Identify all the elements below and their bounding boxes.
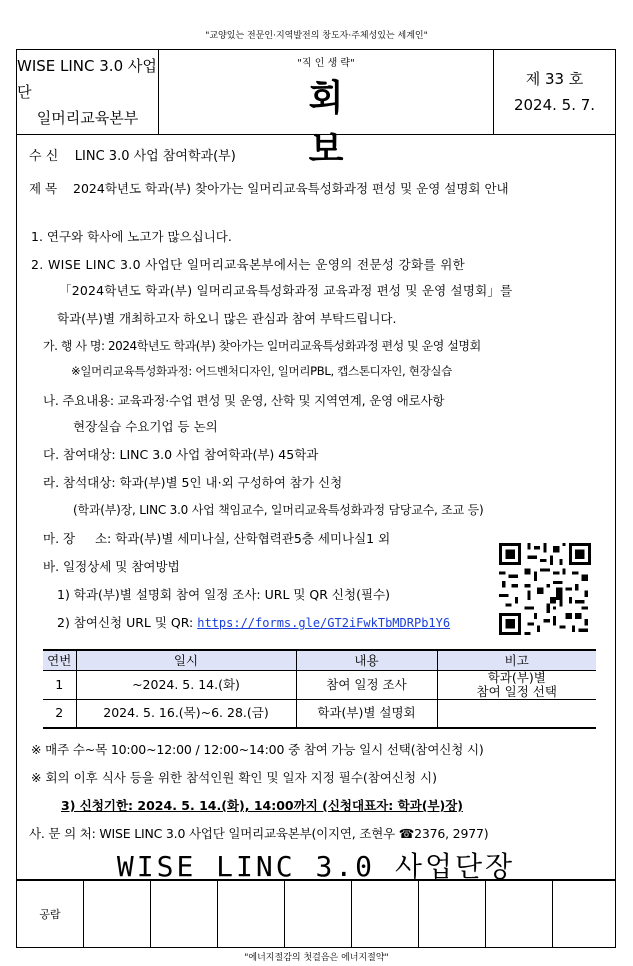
approval-cell — [419, 881, 486, 947]
approval-box — [16, 880, 616, 948]
table-row — [43, 670, 596, 699]
organization-cell — [17, 50, 159, 134]
recipient — [29, 145, 236, 164]
item-ma: 마. 장 소: 학과(부)별 세미나실, 산학협력관5층 세미나실1 외 — [43, 531, 391, 546]
approval-cell — [84, 881, 151, 947]
item-ba-1: 1) 학과(부)별 설명회 참여 일정 조사: URL 및 QR 신청(필수) — [57, 587, 390, 602]
org-line2: 일머리교육본부 — [36, 109, 139, 127]
approval-cell — [218, 881, 285, 947]
qr-code-icon[interactable] — [499, 543, 591, 635]
note-2: ※ 회의 이후 식사 등을 위한 참석인원 확인 및 일자 지정 필수(참여신청 시) — [31, 770, 438, 785]
issue-date: 2024. 5. 7. — [513, 96, 596, 114]
approval-cell — [151, 881, 218, 947]
subject-value: 2024학년도 학과(부) 찾아가는 일머리교육특성화과정 편성 및 운영 설명회 안내 — [73, 181, 509, 196]
paragraph-1: 1. 연구와 학사에 노고가 많으십니다. — [31, 229, 232, 244]
seal-omitted-note: "직 인 생 략" — [297, 58, 355, 69]
cell-content: 학과(부)별 설명회 — [296, 699, 437, 728]
recipient-value: LINC 3.0 사업 참여학과(부) — [74, 149, 236, 164]
url-label: 2) 참여신청 URL 및 QR: — [57, 615, 198, 630]
approval-cell — [352, 881, 419, 947]
subject-label: 제 목 — [29, 181, 58, 196]
document-body — [16, 135, 616, 883]
item-ga-note: ※일머리교육특성화과정: 어드벤처디자인, 일머리PBL, 캡스톤디자인, 현장실습 — [71, 364, 452, 378]
deadline: 3) 신청기한: 2024. 5. 14.(화), 14:00까지 (신청대표자: 학과(부)장) — [61, 798, 464, 813]
item-ba-2 — [57, 613, 450, 631]
approval-cell — [285, 881, 352, 947]
slogan-bottom: "에너지절감의 첫걸음은 에너지절약" — [244, 953, 389, 963]
item-ga: 가. 행 사 명: 2024학년도 학과(부) 찾아가는 일머리교육특성화과정 편성 및 운영 설명회 — [43, 339, 481, 353]
column-header-no: 연번 — [43, 650, 76, 670]
org-line1: WISE LINC 3.0 사업단 — [17, 57, 157, 101]
table-header-row — [43, 650, 596, 670]
subject — [29, 179, 509, 197]
title-cell — [159, 50, 493, 170]
column-header-remarks: 비고 — [437, 650, 596, 670]
column-header-content: 내용 — [296, 650, 437, 670]
approval-cell — [553, 881, 615, 947]
contact — [29, 824, 488, 842]
cell-no: 1 — [43, 670, 76, 699]
cell-content: 참여 일정 조사 — [296, 670, 437, 699]
slogan-top: "교양있는 전문인·지역발전의 창도자·주체성있는 세계인" — [205, 31, 428, 41]
cell-datetime: 2024. 5. 16.(목)~6. 28.(금) — [76, 699, 296, 728]
item-ba: 바. 일정상세 및 참여방법 — [43, 559, 180, 574]
paragraph-2b: 「2024학년도 학과(부) 일머리교육특성화과정 교육과정 편성 및 운영 설명회」를 — [59, 283, 513, 298]
cell-remarks — [437, 699, 596, 728]
item-ra-line1: 라. 참석대상: 학과(부)별 5인 내·외 구성하여 참가 신청 — [43, 475, 343, 490]
issue-cell — [493, 50, 615, 134]
column-header-datetime: 일시 — [76, 650, 296, 670]
cell-no: 2 — [43, 699, 76, 728]
item-da: 다. 참여대상: LINC 3.0 사업 참여학과(부) 45학과 — [43, 447, 319, 462]
item-ra-line2: (학과(부)장, LINC 3.0 사업 책임교수, 일머리교육특성화과정 담당교수, 조교 등) — [73, 503, 484, 517]
approval-label: 공람 — [17, 881, 84, 947]
registration-link[interactable]: https://forms.gle/GT2iFwkTbMDRPb1Y6 — [197, 616, 451, 630]
document-title: 회 보 — [308, 78, 416, 170]
item-na-line1: 나. 주요내용: 교육과정·수업 편성 및 운영, 산학 및 지역연계, 운영 애로사항 — [43, 393, 445, 408]
note-1: ※ 매주 수~목 10:00~12:00 / 12:00~14:00 중 참여 가능 일시 선택(참여신청 시) — [31, 742, 484, 757]
paragraph-2a: 2. WISE LINC 3.0 사업단 일머리교육본부에서는 운영의 전문성 강화를 위한 — [31, 257, 466, 272]
recipient-label: 수 신 — [29, 149, 59, 164]
item-na-line2: 현장실습 수요기업 등 논의 — [73, 419, 218, 434]
cell-datetime: ~2024. 5. 14.(화) — [76, 670, 296, 699]
approval-cell — [486, 881, 553, 947]
signature: WISE LINC 3.0 사업단장 — [116, 850, 516, 883]
table-row — [43, 699, 596, 728]
issue-number: 제 33 호 — [525, 70, 584, 88]
contact-text: 사. 문 의 처: WISE LINC 3.0 사업단 일머리교육본부(이지연, 조현우 ☎2376, 2977) — [29, 826, 489, 841]
paragraph-2c: 학과(부)별 개최하고자 하오니 많은 관심과 참여 부탁드립니다. — [57, 311, 397, 326]
cell-remarks: 학과(부)별 참여 일정 선택 — [437, 670, 596, 699]
schedule-table — [43, 649, 596, 729]
